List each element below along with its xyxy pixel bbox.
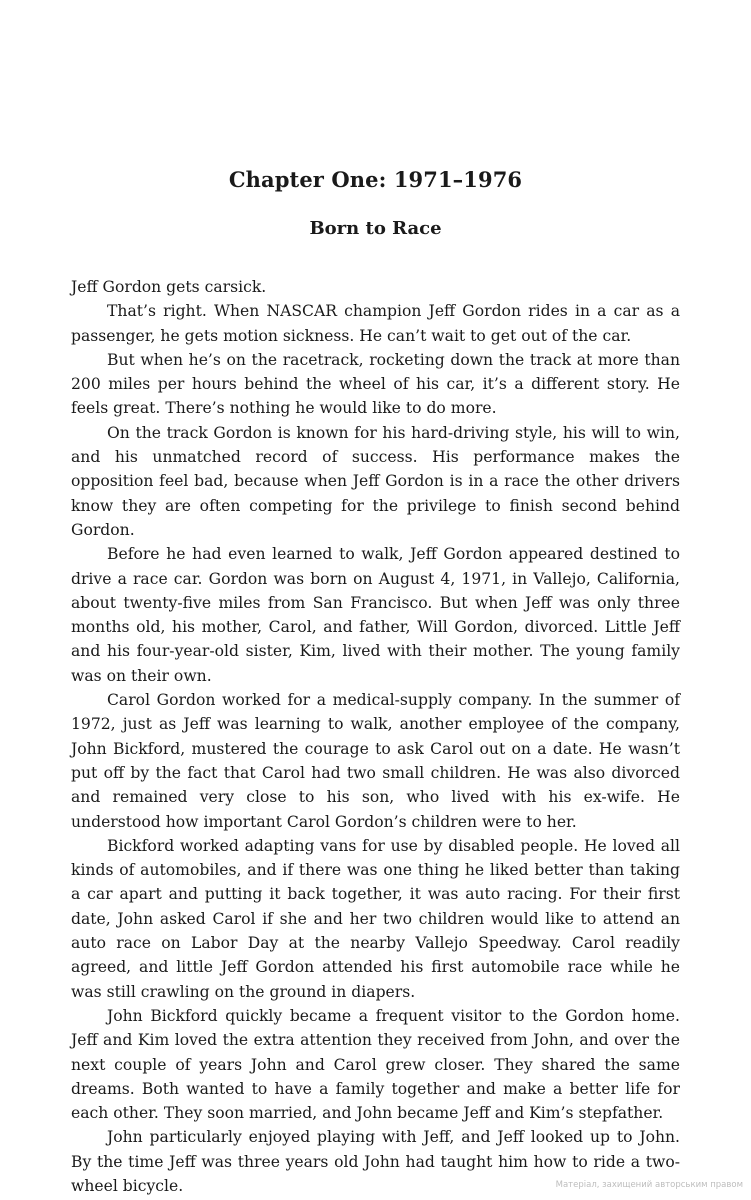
- copyright-watermark: Матеріал, захищений авторським правом: [555, 1180, 743, 1190]
- body-text: [71, 275, 680, 1198]
- paragraph: That’s right. When NASCAR champion Jeff Gordon rides in a car as a passenger, he gets motion sickness. He can’t wait to get out of the car.: [71, 302, 680, 345]
- paragraph: Bickford worked adapting vans for use by disabled people. He loved all kinds of automobiles, and if there was one thing he liked better than taking a car apart and putting it back together, it was auto racing. For their first date, John asked Carol if she and her two children would like to attend an auto race on Labor Day at the nearby Vallejo Speedway. Carol readily agreed, and little Jeff Gordon attended his first automobile race while he was still crawling on the ground in diapers.: [71, 836, 680, 1001]
- section-title: Born to Race: [309, 218, 442, 239]
- paragraph: John Bickford quickly became a frequent visitor to the Gordon home. Jeff and Kim loved the extra attention they received from John, and over the next couple of years John and Carol grew closer. They shared the same dreams. Both wanted to have a family together and make a better life for each other. They soon married, and John became Jeff and Kim’s stepfather.: [71, 1006, 680, 1123]
- paragraph: Before he had even learned to walk, Jeff Gordon appeared destined to drive a race car. Gordon was born on August 4, 1971, in Vallejo, California, about twenty-five miles from San Francisco. But when Jeff was only three months old, his mother, Carol, and father, Will Gordon, divorced. Little Jeff and his four-year-old sister, Kim, lived with their mother. The young family was on their own.: [71, 545, 680, 685]
- paragraph: Jeff Gordon gets carsick.: [71, 278, 267, 296]
- chapter-title: Chapter One: 1971–1976: [228, 167, 523, 192]
- book-page: [71, 165, 680, 1198]
- paragraph: But when he’s on the racetrack, rocketing down the track at more than 200 miles per hours behind the wheel of his car, it’s a different story. He feels great. There’s nothing he would like to do more.: [71, 350, 680, 418]
- paragraph: John particularly enjoyed playing with Jeff, and Jeff looked up to John. By the time Jeff was three years old John had taught him how to ride a two-wheel bicycle.: [71, 1128, 680, 1195]
- paragraph: On the track Gordon is known for his hard-driving style, his will to win, and his unmatched record of success. His performance makes the opposition feel bad, because when Jeff Gordon is in a race the other drivers know they are often competing for the privilege to finish second behind Gordon.: [71, 423, 680, 539]
- paragraph: Carol Gordon worked for a medical-supply company. In the summer of 1972, just as Jeff was learning to walk, another employee of the company, John Bickford, mustered the courage to ask Carol out on a date. He wasn’t put off by the fact that Carol had two small children. He was also divorced and remained very close to his son, who lived with his ex-wife. He understood how important Carol Gordon’s children were to her.: [71, 691, 680, 831]
